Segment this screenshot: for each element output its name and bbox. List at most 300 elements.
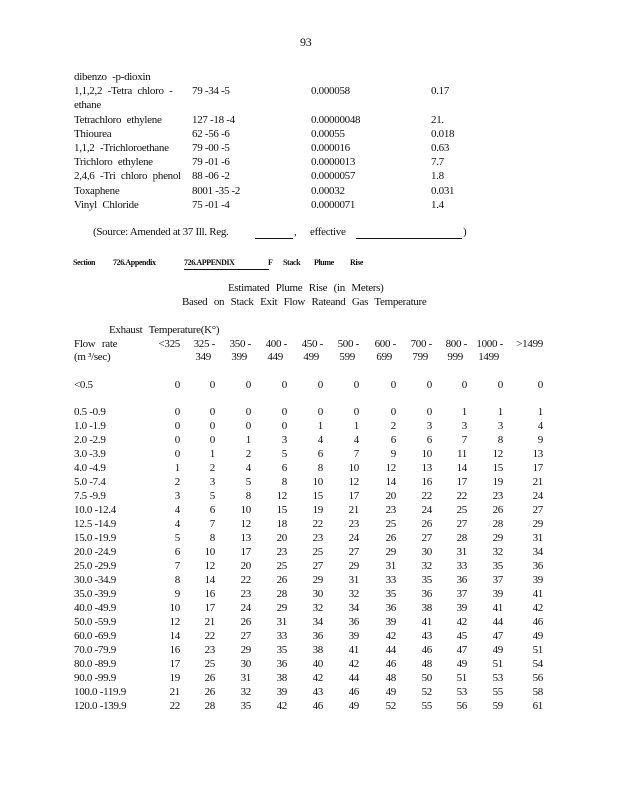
cas-number: 88 -06 -2 <box>192 170 230 183</box>
table-cell: 0 <box>174 448 180 460</box>
table-cell: 2 <box>390 420 396 432</box>
table-cell: 56 <box>456 700 467 712</box>
flow-rate-label: 10.0 -12.4 <box>74 504 116 516</box>
table-cell: 36 <box>348 616 359 628</box>
column-header: 450 - <box>301 338 323 350</box>
table-cell: 32 <box>492 546 503 558</box>
flow-rate-label: 100.0 -119.9 <box>74 686 126 698</box>
table-cell: 46 <box>348 686 359 698</box>
table-cell: 5 <box>281 448 287 460</box>
table-cell: 28 <box>492 518 503 530</box>
table-cell: 0 <box>461 379 467 391</box>
table-cell: 15 <box>312 490 323 502</box>
flow-rate-label: 90.0 -99.9 <box>74 672 116 684</box>
table-cell: 2 <box>209 462 215 474</box>
table-cell: 51 <box>532 644 543 656</box>
table-cell: 11 <box>457 448 467 460</box>
column-header: 800 - <box>445 338 467 350</box>
table-cell: 41 <box>421 616 432 628</box>
chemical-value-2: 0.018 <box>431 127 455 140</box>
flow-rate-label: 80.0 -89.9 <box>74 658 116 670</box>
table-cell: 26 <box>204 672 215 684</box>
table-cell: 22 <box>169 700 180 712</box>
table-cell: 22 <box>240 574 251 586</box>
table-cell: 30 <box>421 546 432 558</box>
table-cell: 1 <box>461 406 467 418</box>
table-cell: 4 <box>537 420 543 432</box>
table-cell: 48 <box>385 672 396 684</box>
table-cell: 0 <box>174 406 180 418</box>
flow-rate-label: 1.0 -1.9 <box>74 420 106 432</box>
table-cell: 1 <box>353 420 359 432</box>
table-cell: 46 <box>385 658 396 670</box>
table-cell: 3 <box>461 420 467 432</box>
table-cell: 29 <box>385 546 396 558</box>
table-cell: 6 <box>426 434 432 446</box>
table-cell: 0 <box>281 420 287 432</box>
flow-rate-label: 30.0 -34.9 <box>74 574 116 586</box>
table-cell: 3 <box>497 420 503 432</box>
table-cell: 4 <box>353 434 359 446</box>
table-cell: 56 <box>532 672 543 684</box>
column-header-sub: 449 <box>267 351 283 363</box>
table-cell: 36 <box>532 560 543 572</box>
table-cell: 4 <box>174 518 180 530</box>
table-cell: 36 <box>312 630 323 642</box>
table-cell: 46 <box>421 644 432 656</box>
table-cell: 5 <box>174 532 180 544</box>
table-cell: 17 <box>532 462 543 474</box>
chemical-value-2: 0.17 <box>431 85 450 98</box>
cas-number: 75 -01 -4 <box>192 198 230 211</box>
section-rise: Rise <box>350 258 364 267</box>
table-cell: 53 <box>492 672 503 684</box>
table-cell: 22 <box>421 490 432 502</box>
table-cell: 41 <box>348 644 359 656</box>
flow-rate-label: 120.0 -139.9 <box>74 700 127 712</box>
table-cell: 26 <box>240 616 251 628</box>
table-cell: 0 <box>317 406 323 418</box>
table-cell: 20 <box>240 560 251 572</box>
table-cell: 0 <box>245 420 251 432</box>
table-cell: 18 <box>276 518 287 530</box>
section-appendix-upper: 726.APPENDIX <box>184 256 269 270</box>
table-cell: 12 <box>348 476 359 488</box>
table-cell: 14 <box>169 630 180 642</box>
table-cell: 24 <box>421 504 432 516</box>
table-cell: 20 <box>385 490 396 502</box>
table-cell: 0 <box>426 379 432 391</box>
chemical-value-2: 21. <box>431 113 444 126</box>
table-cell: 42 <box>385 630 396 642</box>
table-cell: 21 <box>204 616 215 628</box>
flow-rate-label: 15.0 -19.9 <box>74 532 116 544</box>
table-cell: 1 <box>317 420 323 432</box>
table-cell: 6 <box>390 434 396 446</box>
table-cell: 0 <box>209 434 215 446</box>
table-cell: 27 <box>348 546 359 558</box>
chemical-value-2: 7.7 <box>431 156 444 169</box>
table-cell: 42 <box>276 700 287 712</box>
column-header-sub: 499 <box>303 351 319 363</box>
table-cell: 28 <box>204 700 215 712</box>
table-cell: 0 <box>537 379 543 391</box>
table-cell: 16 <box>169 644 180 656</box>
flow-rate-label: 40.0 -49.9 <box>74 602 116 614</box>
table-cell: 39 <box>532 574 543 586</box>
section-plume: Plume <box>314 258 334 267</box>
table-cell: 26 <box>385 532 396 544</box>
table-cell: 49 <box>456 658 467 670</box>
chemical-value-1: 0.0000071 <box>311 198 356 211</box>
table-cell: 7 <box>174 560 180 572</box>
page-number: 93 <box>300 35 312 49</box>
table-cell: 29 <box>312 574 323 586</box>
table-cell: 37 <box>492 574 503 586</box>
table-cell: 0 <box>174 434 180 446</box>
table-cell: 3 <box>174 490 180 502</box>
table-cell: 12 <box>240 518 251 530</box>
section-stack: Stack <box>283 258 301 267</box>
table-cell: 32 <box>348 588 359 600</box>
flow-rate-label: 3.0 -3.9 <box>74 448 106 460</box>
flow-rate-label: <0.5 <box>74 379 93 391</box>
table-cell: 36 <box>456 574 467 586</box>
table-cell: 10 <box>169 602 180 614</box>
table-cell: 39 <box>492 588 503 600</box>
table-cell: 47 <box>456 644 467 656</box>
table-cell: 24 <box>240 602 251 614</box>
table-cell: 16 <box>421 476 432 488</box>
table-cell: 8 <box>497 434 503 446</box>
flow-rate-label: 2.0 -2.9 <box>74 434 106 446</box>
chemical-name: 2,4,6 -Tri chloro phenol <box>74 170 181 183</box>
table-cell: 1 <box>537 406 543 418</box>
table-cell: 23 <box>312 532 323 544</box>
table-cell: 33 <box>276 630 287 642</box>
table-cell: 6 <box>317 448 323 460</box>
table-cell: 51 <box>456 672 467 684</box>
table-cell: 42 <box>532 602 543 614</box>
table-cell: 0 <box>390 406 396 418</box>
chemical-name: ethane <box>74 99 101 112</box>
table-cell: 0 <box>245 379 251 391</box>
table-cell: 55 <box>421 700 432 712</box>
table-cell: 10 <box>204 546 215 558</box>
cas-number: 8001 -35 -2 <box>192 184 241 197</box>
table-cell: 17 <box>169 658 180 670</box>
table-cell: 40 <box>312 658 323 670</box>
table-cell: 0 <box>174 379 180 391</box>
table-cell: 19 <box>492 476 503 488</box>
table-cell: 46 <box>312 700 323 712</box>
flow-rate-label: 0.5 -0.9 <box>74 406 106 418</box>
table-cell: 16 <box>204 588 215 600</box>
table-cell: 46 <box>532 616 543 628</box>
table-cell: 9 <box>174 588 180 600</box>
table-cell: 35 <box>421 574 432 586</box>
table-cell: 27 <box>312 560 323 572</box>
table-cell: 0 <box>317 379 323 391</box>
cas-number: 62 -56 -6 <box>192 127 230 140</box>
column-header-sub: 799 <box>412 351 428 363</box>
table-cell: 10 <box>312 476 323 488</box>
table-cell: 6 <box>281 462 287 474</box>
table-cell: 21 <box>532 476 543 488</box>
table-cell: 13 <box>240 532 251 544</box>
table-cell: 42 <box>348 658 359 670</box>
column-header: 500 - <box>337 338 359 350</box>
table-cell: 55 <box>492 686 503 698</box>
column-header-sub: 349 <box>195 351 211 363</box>
table-cell: 0 <box>353 379 359 391</box>
chemical-name: Toxaphene <box>74 184 120 197</box>
table-cell: 3 <box>426 420 432 432</box>
table-cell: 10 <box>421 448 432 460</box>
table-cell: 17 <box>204 602 215 614</box>
table-cell: 31 <box>456 546 467 558</box>
table-cell: 59 <box>492 700 503 712</box>
table-cell: 5 <box>209 490 215 502</box>
table-cell: 13 <box>532 448 543 460</box>
table-cell: 44 <box>348 672 359 684</box>
table-cell: 26 <box>204 686 215 698</box>
table-cell: 24 <box>532 490 543 502</box>
table-cell: 25 <box>276 560 287 572</box>
table-cell: 12 <box>204 560 215 572</box>
table-cell: 10 <box>348 462 359 474</box>
table-cell: 27 <box>421 532 432 544</box>
table-cell: 0 <box>245 406 251 418</box>
table-cell: 33 <box>385 574 396 586</box>
source-note-prefix: (Source: Amended at 37 Ill. Reg. <box>93 226 229 238</box>
table-cell: 21 <box>348 504 359 516</box>
table-cell: 36 <box>421 588 432 600</box>
table-cell: 0 <box>209 379 215 391</box>
column-header-sub: 699 <box>376 351 392 363</box>
chemical-value-1: 0.000016 <box>311 142 350 154</box>
table-cell: 0 <box>209 420 215 432</box>
table-cell: 38 <box>312 644 323 656</box>
chemical-value-1: 0.00055 <box>311 127 345 140</box>
flow-rate-label: 60.0 -69.9 <box>74 630 116 642</box>
table-cell: 15 <box>492 462 503 474</box>
table-cell: 8 <box>245 490 251 502</box>
table-cell: 0 <box>174 420 180 432</box>
table-cell: 43 <box>312 686 323 698</box>
table-cell: 47 <box>492 630 503 642</box>
table-cell: 17 <box>456 476 467 488</box>
column-header: <325 <box>158 338 180 350</box>
column-header: 1000 - <box>476 338 503 350</box>
table-cell: 23 <box>385 504 396 516</box>
table-cell: 39 <box>276 686 287 698</box>
table-cell: 23 <box>240 588 251 600</box>
table-cell: 30 <box>240 658 251 670</box>
table-cell: 17 <box>348 490 359 502</box>
table-cell: 31 <box>532 532 543 544</box>
table-cell: 1 <box>245 434 251 446</box>
table-cell: 0 <box>426 406 432 418</box>
table-cell: 6 <box>209 504 215 516</box>
table-cell: 44 <box>385 644 396 656</box>
table-cell: 34 <box>348 602 359 614</box>
table-cell: 24 <box>348 532 359 544</box>
chemical-value-2: 1.4 <box>431 198 444 211</box>
table-cell: 52 <box>385 700 396 712</box>
cas-number: 79 -01 -6 <box>192 156 230 169</box>
table-cell: 31 <box>348 574 359 586</box>
column-header-sub: 399 <box>231 351 247 363</box>
table-cell: 61 <box>532 700 543 712</box>
table-cell: 39 <box>348 630 359 642</box>
table-cell: 50 <box>421 672 432 684</box>
table-cell: 39 <box>456 602 467 614</box>
table-cell: 29 <box>276 602 287 614</box>
cas-number: 79 -34 -5 <box>192 85 230 98</box>
table-cell: 51 <box>492 658 503 670</box>
source-note-comma: , <box>294 226 297 238</box>
table-cell: 8 <box>317 462 323 474</box>
table-subtitle: Based on Stack Exit Flow Rateand Gas Temperature <box>182 296 427 308</box>
table-cell: 29 <box>532 518 543 530</box>
table-cell: 26 <box>492 504 503 516</box>
table-cell: 26 <box>421 518 432 530</box>
table-cell: 23 <box>492 490 503 502</box>
table-cell: 20 <box>276 532 287 544</box>
chemical-value-1: 0.0000057 <box>311 170 356 183</box>
table-cell: 38 <box>421 602 432 614</box>
table-cell: 12 <box>385 462 396 474</box>
table-cell: 41 <box>532 588 543 600</box>
table-cell: 19 <box>312 504 323 516</box>
table-cell: 19 <box>169 672 180 684</box>
table-cell: 25 <box>312 546 323 558</box>
flow-rate-label: 50.0 -59.9 <box>74 616 116 628</box>
flow-rate-label: 12.5 -14.9 <box>74 518 116 530</box>
table-cell: 27 <box>240 630 251 642</box>
chemical-value-2: 0.63 <box>431 142 450 154</box>
chemical-value-1: 0.0000013 <box>311 156 356 169</box>
table-cell: 2 <box>245 448 251 460</box>
chemical-name: Tetrachloro ethylene <box>74 113 162 126</box>
table-cell: 37 <box>456 588 467 600</box>
table-cell: 14 <box>204 574 215 586</box>
table-cell: 27 <box>456 518 467 530</box>
table-cell: 49 <box>385 686 396 698</box>
chemical-value-1: 0.000058 <box>311 85 350 98</box>
flow-rate-label: 20.0 -24.9 <box>74 546 116 558</box>
table-cell: 35 <box>276 644 287 656</box>
table-cell: 23 <box>276 546 287 558</box>
table-cell: 4 <box>245 462 251 474</box>
table-cell: 35 <box>240 700 251 712</box>
table-cell: 4 <box>317 434 323 446</box>
column-header: 325 - <box>193 338 215 350</box>
table-cell: 25 <box>204 658 215 670</box>
table-cell: 32 <box>240 686 251 698</box>
section-label: Section <box>73 258 96 267</box>
column-header: >1499 <box>516 338 543 350</box>
table-cell: 0 <box>281 379 287 391</box>
column-header-sub: 599 <box>339 351 355 363</box>
table-cell: 14 <box>385 476 396 488</box>
column-header: 400 - <box>265 338 287 350</box>
table-cell: 49 <box>492 644 503 656</box>
table-cell: 41 <box>492 602 503 614</box>
table-cell: 42 <box>312 672 323 684</box>
column-header: 350 - <box>229 338 251 350</box>
table-cell: 9 <box>537 434 543 446</box>
table-cell: 28 <box>456 532 467 544</box>
table-cell: 23 <box>348 518 359 530</box>
table-cell: 0 <box>209 406 215 418</box>
table-cell: 27 <box>532 504 543 516</box>
table-cell: 2 <box>174 476 180 488</box>
table-cell: 15 <box>276 504 287 516</box>
column-header: 700 - <box>410 338 432 350</box>
table-cell: 35 <box>492 560 503 572</box>
table-cell: 30 <box>312 588 323 600</box>
table-cell: 10 <box>240 504 251 516</box>
table-cell: 34 <box>312 616 323 628</box>
table-cell: 3 <box>281 434 287 446</box>
table-cell: 0 <box>281 406 287 418</box>
chemical-name: Trichloro ethylene <box>74 156 153 169</box>
table-cell: 32 <box>421 560 432 572</box>
table-cell: 1 <box>497 406 503 418</box>
chemical-name: 1,1,2,2 -Tetra chloro - <box>74 85 173 98</box>
flow-rate-label: 70.0 -79.9 <box>74 644 116 656</box>
effective-date-blank <box>356 226 462 239</box>
table-cell: 1 <box>209 448 215 460</box>
table-cell: 49 <box>532 630 543 642</box>
table-cell: 3 <box>209 476 215 488</box>
chemical-value-1: 0.00000048 <box>311 113 361 126</box>
chemical-name: 1,1,2 -Trichloroethane <box>74 142 169 154</box>
table-cell: 14 <box>456 462 467 474</box>
source-note-close: ) <box>463 226 467 238</box>
cas-number: 79 -00 -5 <box>192 142 230 154</box>
table-cell: 0 <box>390 379 396 391</box>
table-cell: 8 <box>209 532 215 544</box>
chemical-value-2: 1.8 <box>431 170 444 183</box>
table-cell: 53 <box>456 686 467 698</box>
flow-rate-label: 35.0 -39.9 <box>74 588 116 600</box>
chemical-value-1: 0.00032 <box>311 184 345 197</box>
table-cell: 29 <box>492 532 503 544</box>
flow-rate-label: 25.0 -29.9 <box>74 560 116 572</box>
table-cell: 4 <box>174 504 180 516</box>
table-cell: 52 <box>421 686 432 698</box>
chemical-value-2: 0.031 <box>431 184 455 197</box>
table-cell: 9 <box>390 448 396 460</box>
table-cell: 34 <box>532 546 543 558</box>
table-cell: 31 <box>385 560 396 572</box>
cas-number: 127 -18 -4 <box>192 113 235 126</box>
table-cell: 38 <box>276 672 287 684</box>
table-cell: 31 <box>240 672 251 684</box>
table-cell: 28 <box>276 588 287 600</box>
table-cell: 23 <box>204 644 215 656</box>
flow-rate-label: 7.5 -9.9 <box>74 490 106 502</box>
table-cell: 0 <box>497 379 503 391</box>
flow-rate-header: Flow rate <box>74 338 118 350</box>
table-cell: 31 <box>276 616 287 628</box>
table-cell: 32 <box>312 602 323 614</box>
table-cell: 26 <box>276 574 287 586</box>
table-cell: 43 <box>421 630 432 642</box>
